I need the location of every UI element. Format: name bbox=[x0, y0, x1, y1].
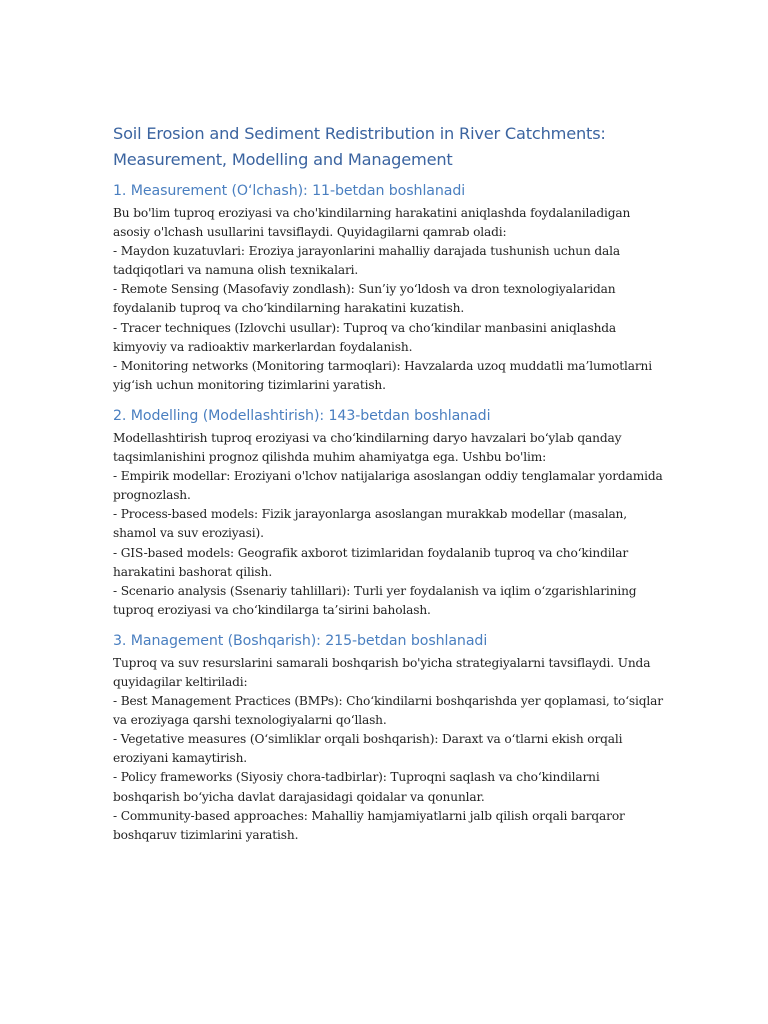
document-title bbox=[113, 121, 658, 173]
body-text-line: yig‘ish uchun monitoring tizimlarini yaratish. bbox=[113, 377, 386, 392]
body-text-line: - Process-based models: Fizik jarayonlarga asoslangan murakkab modellar (masalan, bbox=[113, 507, 627, 522]
document-title-line: Soil Erosion and Sediment Redistribution in River Catchments: bbox=[113, 124, 606, 143]
document-title-line: Measurement, Modelling and Management bbox=[113, 150, 453, 169]
body-text-line: - Remote Sensing (Masofaviy zondlash): Sun’iy yo‘ldosh va dron texnologiyalaridan bbox=[113, 282, 616, 297]
body-text-line: - Best Management Practices (BMPs): Cho‘kindilarni boshqarishda yer qoplamasi, to‘siqlar bbox=[113, 694, 663, 709]
body-text-line: shamol va suv eroziyasi). bbox=[113, 526, 264, 541]
section-heading: 2. Modelling (Modellashtirish): 143-betdan boshlanadi bbox=[113, 407, 491, 424]
body-text-line: tuproq eroziyasi va cho‘kindilarga ta’sirini baholash. bbox=[113, 602, 431, 617]
section-body bbox=[113, 429, 663, 620]
body-text-line: harakatini bashorat qilish. bbox=[113, 564, 273, 579]
section-2 bbox=[113, 407, 663, 620]
body-text-line: - Vegetative measures (O‘simliklar orqali boshqarish): Daraxt va o‘tlarni ekish orqali bbox=[113, 732, 623, 747]
section-1 bbox=[113, 182, 658, 395]
section-3 bbox=[113, 632, 663, 845]
body-text-line: - Community-based approaches: Mahalliy hamjamiyatlarni jalb qilish orqali barqaror bbox=[113, 808, 625, 823]
body-text-line: - GIS-based models: Geografik axborot tizimlaridan foydalanib tuproq va cho‘kindilar bbox=[113, 545, 629, 560]
body-text-line: foydalanib tuproq va cho‘kindilarning harakatini kuzatish. bbox=[113, 301, 465, 316]
body-text-line: - Scenario analysis (Ssenariy tahlillari): Turli yer foydalanish va iqlim o‘zgarishlarining bbox=[113, 583, 637, 598]
body-text-line: taqsimlanishini prognoz qilishda muhim ahamiyatga ega. Ushbu bo'lim: bbox=[113, 450, 547, 465]
section-heading: 1. Measurement (O‘lchash): 11-betdan boshlanadi bbox=[113, 183, 466, 199]
document-page bbox=[113, 121, 663, 857]
body-text-line: - Policy frameworks (Siyosiy chora-tadbirlar): Tuproqni saqlash va cho‘kindilarni bbox=[113, 770, 600, 785]
section-body bbox=[113, 654, 663, 845]
body-text-line: kimyoviy va radioaktiv markerlardan foydalanish. bbox=[113, 339, 413, 354]
body-text-line: boshqarish bo‘yicha davlat darajasidagi qoidalar va qonunlar. bbox=[113, 789, 485, 804]
section-heading: 3. Management (Boshqarish): 215-betdan boshlanadi bbox=[113, 632, 488, 649]
section-body bbox=[113, 204, 658, 395]
body-text-line: quyidagilar keltiriladi: bbox=[113, 674, 248, 689]
body-text-line: Bu bo'lim tuproq eroziyasi va cho'kindilarning harakatini aniqlashda foydalaniladigan bbox=[113, 206, 631, 220]
body-text-line: - Monitoring networks (Monitoring tarmoqlari): Havzalarda uzoq muddatli ma’lumotlarni bbox=[113, 358, 652, 373]
body-text-line: tadqiqotlari va namuna olish texnikalari. bbox=[113, 263, 359, 278]
document-sections bbox=[113, 182, 663, 845]
body-text-line: Modellashtirish tuproq eroziyasi va cho‘kindilarning daryo havzalari bo‘ylab qanday bbox=[113, 430, 622, 445]
body-text-line: boshqaruv tizimlarini yaratish. bbox=[113, 827, 299, 842]
body-text-line: asosiy o'lchash usullarini tavsiflaydi. Quyidagilarni qamrab oladi: bbox=[113, 225, 507, 240]
body-text-line: - Empirik modellar: Eroziyani o'lchov natijalariga asoslangan oddiy tenglamalar yordamida bbox=[113, 469, 663, 484]
body-text-line: prognozlash. bbox=[113, 488, 191, 503]
body-text-line: eroziyani kamaytirish. bbox=[113, 751, 248, 766]
body-text-line: Tuproq va suv resurslarini samarali boshqarish bo'yicha strategiyalarni tavsiflaydi. Unda bbox=[113, 655, 651, 670]
body-text-line: - Tracer techniques (Izlovchi usullar): Tuproq va cho‘kindilar manbasini aniqlashda bbox=[113, 320, 617, 335]
body-text-line: va eroziyaga qarshi texnologiyalarni qo‘llash. bbox=[113, 713, 387, 728]
body-text-line: - Maydon kuzatuvlari: Eroziya jarayonlarini mahalliy darajada tushunish uchun dala bbox=[113, 244, 621, 259]
